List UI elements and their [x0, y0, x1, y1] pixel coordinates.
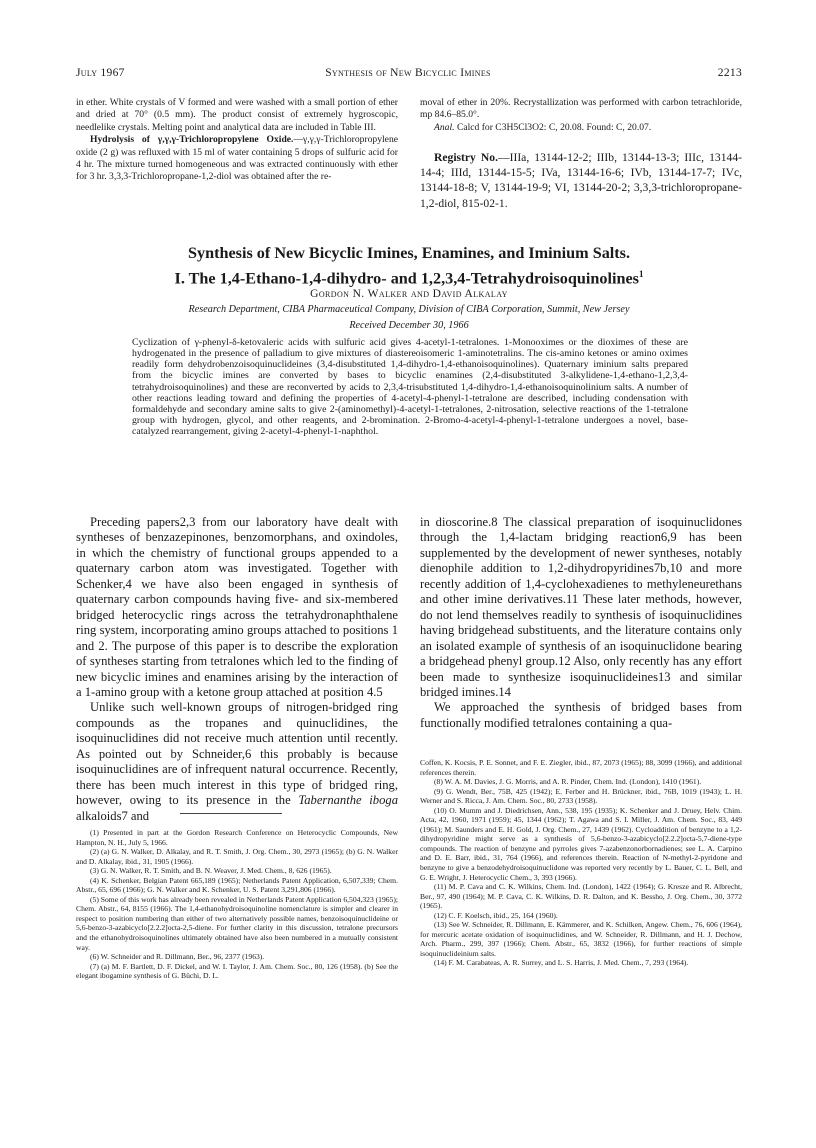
- footnote-rule: [180, 813, 282, 814]
- tabernanthe-iboga: Tabernanthe iboga: [298, 793, 398, 808]
- registry-numbers: [420, 150, 742, 211]
- footnote: (10) O. Mumm and J. Diedrichsen, Ann., 538, 195 (1935); K. Schenker and J. Druey, Helv. Chim. Acta, 42, 1960, 1971 (1959); 45, 1344 (1962); T. Agawa and S. I. Miller, J. Am. Chem. Soc., 83, 449 (1961); M. Saunders and E. H. Gold, J. Org. Chem., 27, 1439 (1962). Cycloaddition of benzyne to a 1,2-dihydropyridine might serve as a synthesis of 5,6-benzo-3-azabicyclo[2.2.2]octa-5,7-diene-type compounds. The reaction of benzyne and pyrroles gives 7-azabenzonorbornadienes; see L. A. Carpino and D. E. Barr, ibid., 31, 764 (1966), and references therein. Reaction of N-methyl-2-pyridone and benzyne to give a benzodehydroisoquinuclidone was reported very recently by L. Bauer, C. L. Bell, and G. E. Wright, J. Heterocyclic Chem., 3, 393 (1966).: [420, 805, 742, 882]
- body-right-column: [420, 515, 742, 731]
- footnote: (4) K. Schenker, Belgian Patent 665,189 (1965); Netherlands Patent Application, 6,507,339; Chem. Abstr., 65, 696 (1966); G. N. Walker and K. Schenker, U. S. Patent 3,291,806 (1966).: [76, 875, 398, 895]
- footnote: (11) M. P. Cava and C. K. Wilkins, Chem. Ind. (London), 1422 (1964); G. Kresze and R. Albrecht, Ber., 97, 490 (1964); M. P. Cava, C. K. Wilkins, D. R. Dalton, and K. Bessho, J. Org. Chem., 30, 3772 (1965).: [420, 882, 742, 911]
- experimental-continuation: in ether. White crystals of V formed and were washed with a small portion of ether and dried at 70° (0.5 mm). The product consist of extremely hygroscopic, needlelike crystals. Melting point and analytical data are included in Table III.: [76, 97, 398, 133]
- footnote: (6) W. Schneider and R. Dillmann, Ber., 96, 2377 (1963).: [90, 952, 265, 962]
- body-left-column: [76, 515, 398, 824]
- footnote: (3) G. N. Walker, R. T. Smith, and B. N. Weaver, J. Med. Chem., 8, 626 (1965).: [90, 866, 332, 876]
- footnote: Coffen, K. Kocsis, P. E. Sonnet, and F. E. Ziegler, ibid., 87, 2073 (1965); 88, 3099 (1966), and additional references therein.: [420, 758, 742, 777]
- analysis-values: Calcd for C3H5Cl3O2: C, 20.08. Found: C, 20.07.: [456, 121, 652, 133]
- body-paragraph-2-text: Unlike such well-known groups of nitrogen-bridged ring compounds as the tropanes and quinuclidines, the isoquinuclidines did not receive much attention until recently. As pointed out by Schneider,6 this probably is because isoquinuclidines are of infrequent natural occurrence. Recently, there has been much interest in this type of bridged ring, however, owing to its presence in the: [76, 700, 398, 808]
- footnote: (12) C. F. Koelsch, ibid., 25, 164 (1960).: [434, 910, 558, 920]
- title-line-2: I. The 1,4-Ethano-1,4-dihydro- and 1,2,3,4-Tetrahydroisoquinolines: [174, 268, 639, 287]
- received-date: Received December 30, 1966: [349, 320, 469, 331]
- footnote: (14) F. M. Carabateas, A. R. Surrey, and L. S. Harris, J. Med. Chem., 7, 293 (1964).: [434, 958, 689, 968]
- hydrolysis-text: —γ,γ,γ-Trichloropropylene oxide (2 g) was refluxed with 15 ml of water containing 5 drops of sulfuric acid for 4 hr. The mixture turned homogeneous and was extracted continuously with ether for 3 hr. 3,3,3-Trichloropropane-1,2-diol was obtained after the re-: [76, 134, 398, 183]
- title-footnote-mark: 1: [638, 268, 644, 279]
- body-paragraph-4: We approached the synthesis of bridged bases from functionally modified tetralones containing a qua-: [420, 700, 742, 730]
- footnote: (5) Some of this work has already been revealed in Netherlands Patent Application 6,504,323 (1965); Chem. Abstr., 64, 8155 (1966). The 1,4-ethanohydroisoquinoline nomenclature is simpler and clearer in respect to position numbering than either of two alternatively possible names, benzoisoquinuclideine or 5,6-benzo-3-azabicyclo[2.2.2]octa-2,5-diene. For further clarity in this discussion, tetralone precursors and the ethanohydroisoquinolines ultimately obtained have also been numbered in a mutually consistent way.: [76, 894, 398, 952]
- registry-heading: Registry No.: [434, 151, 498, 164]
- footnote: (13) See W. Schneider, R. Dillmann, E. Kämmerer, and K. Schilken, Angew. Chem., 76, 606 (1964), for mercuric acetate oxidation of isoquinuclidines, and W. Schneider, R. Dillmann, and H. J. Dechow, Arch. Pharm., 299, 397 (1966); Chem. Abstr., 65, 3832 (1966), for further reactions of simple isoquinuclideinium salts.: [420, 920, 742, 958]
- registry-text: —IIIa, 13144-12-2; IIIb, 13144-13-3; IIIc, 13144-14-4; IIId, 13144-15-5; IVa, 13144-16-6; IVb, 13144-17-7; IVc, 13144-18-8; V, 13144-19-9; VI, 13144-20-2; 3,3,3-trichloropropane-1,2-diol, 815-02-1.: [420, 151, 742, 210]
- article-title: [76, 243, 742, 288]
- footnote: (7) (a) M. F. Bartlett, D. F. Dickel, and W. I. Taylor, J. Am. Chem. Soc., 80, 126 (1958). (b) See the elegant ibogamine synthesis of G. Büchi, D. L.: [76, 961, 398, 981]
- footnote: (1) Presented in part at the Gordon Research Conference on Heterocyclic Compounds, New Hampton, N. H., July 5, 1966.: [76, 828, 398, 847]
- footnote: (8) W. A. M. Davies, J. G. Morris, and A. R. Pinder, Chem. Ind. (London), 1410 (1961).: [434, 777, 702, 787]
- body-paragraph-3: in dioscorine.8 The classical preparation of isoquinuclidones through the 1,4-lactam bridging reaction6,9 has been supplemented by the development of newer syntheses, notably dienophile addition to 1,2-dihydropyridines7b,10 and more recently addition of 1,4-cyclohexadienes to methyleneurethans and other imine derivatives.11 These later methods, however, do not lend themselves readily to synthesis of isoquinuclidines having bridgehead substituents, and the literature contains only an isolated example of synthesis of an isoquinuclidone bearing a bridgehead phenyl group.12 Also, only recently has any effort been made to synthesize isoquinuclideines13 and similar bridged imines.14: [420, 515, 742, 699]
- body-paragraph-2-end: alkaloids7 and: [76, 808, 150, 823]
- affiliation: Research Department, CIBA Pharmaceutical Company, Division of CIBA Corporation, Summit, New Jersey: [188, 304, 630, 315]
- body-paragraph-1: Preceding papers2,3 from our laboratory have dealt with syntheses of benzazepinones, benzomorphans, and oxindoles, in which the chemistry of functional groups appended to a quaternary carbon atom was investigated. Together with Schenker,4 we have also been engaged in synthesis of quaternary carbon compounds having five- and six-membered bridged heterocyclic rings across the tetrahydronaphthalene ring system, incorporating amino groups attached to positions 1 and 2. The purpose of this paper is to describe the exploration of syntheses starting from tetralones which led to the finding of new bicyclic imines and enamines arising by the interaction of a 1-amino group with a ketone group attached at position 4.5: [76, 515, 398, 699]
- footnotes-left: [76, 828, 398, 981]
- footnote: (2) (a) G. N. Walker, D. Alkalay, and R. T. Smith, J. Org. Chem., 30, 2973 (1965); (b) G. N. Walker and D. Alkalay, ibid., 31, 1905 (1966).: [76, 847, 398, 866]
- previous-article-left-column: [76, 97, 398, 184]
- body-paragraph-2: [76, 700, 398, 824]
- footnote: (9) G. Wendt, Ber., 75B, 425 (1942); E. Ferber and H. Brückner, ibid., 76B, 1019 (1943); L. H. Werner and S. Ricca, J. Am. Chem. Soc., 80, 2733 (1958).: [420, 786, 742, 806]
- recrystallization-text: moval of ether in 20%. Recrystallization was performed with carbon tetrachloride, mp 84.6–85.0°.: [420, 97, 742, 121]
- hydrolysis-paragraph: [76, 134, 398, 184]
- title-line-1: Synthesis of New Bicyclic Imines, Enamines, and Iminium Salts.: [187, 244, 631, 262]
- analysis-label: Anal.: [434, 121, 455, 133]
- hydrolysis-heading: Hydrolysis of γ,γ,γ-Trichloropropylene Oxide.: [90, 134, 294, 146]
- running-header-date: July 1967: [76, 67, 125, 79]
- page-number: 2213: [717, 67, 742, 79]
- abstract: Cyclization of γ-phenyl-δ-ketovaleric acids with sulfuric acid gives 4-acetyl-1-tetralones. 1-Monooximes or the dioximes of these are hydrogenated in the presence of palladium to give mixtures of diastereoisomeric 1-aminotetralins. The cis-amino ketones or amino oximes readily form dehydrobenzoisoquinuclideines (3,4-disubstituted 1,4-dihydro-1,4-ethanoisoquinolines). Quaternary iminium salts prepared from the bicyclic imines are converted by bases to bicyclic enamines (2,4-disubstituted 3-alkylidene-1,4-ethano-1,2,3,4-tetrahydroisoquinolines) and these are reconverted by acids to 2,3,4-trisubstituted 1,4-dihydro-1,4-ethanoisoquinolinium salts. A number of other reactions leading toward and defining the properties of 4-acetyl-4-phenyl-1-tetralone are described, including condensation with formaldehyde and secondary amine salts to give 2-(aminomethyl)-4-acetyl-1-tetralones, 2-nitrosation, selective reactions of the 1-tetralone group with hydrogen, glycol, and other reagents, and 2-bromination. 2-Bromo-4-acetyl-4-phenyl-1-tetralone undergoes a novel, base-catalyzed rearrangement, giving 2-acetyl-4-phenyl-1-naphthol.: [132, 337, 688, 438]
- analysis-line: [420, 122, 742, 134]
- authors: Gordon N. Walker and David Alkalay: [310, 288, 508, 300]
- running-header-title: Synthesis of New Bicyclic Imines: [325, 67, 491, 79]
- previous-article-right-column: [420, 97, 742, 134]
- footnotes-right: [420, 758, 742, 968]
